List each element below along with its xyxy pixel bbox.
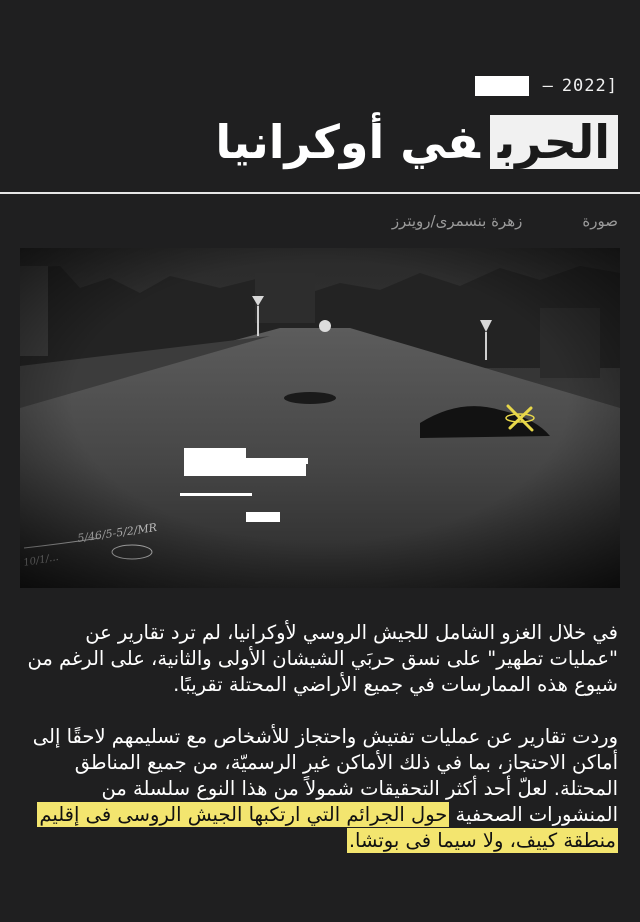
photo-credits <box>22 212 618 230</box>
war-photo <box>20 248 620 588</box>
title-highlight-word: الحرب <box>490 115 618 169</box>
credit-source: زهرة بنسمرى/رويترز <box>391 212 523 230</box>
title-rest: في أوكرانيا <box>215 115 480 169</box>
credit-label: صورة <box>582 212 618 230</box>
year-dash: – <box>542 76 554 96</box>
paragraph-2-text: وردت تقارير عن عمليات تفتيش واحتجاز للأشخاص مع تسليمهم لاحقًا إلى أماكن الاحتجاز، بما في ذلك الأماكن غير الرسميّة، من جميع المناطق المحتلة. لعلّ أحد أكثر التحقيقات شمولاً من هذا النوع سلسلة من المنشورات الصحفية <box>32 725 618 826</box>
page-title <box>215 112 618 172</box>
paragraph-2 <box>22 724 618 854</box>
year-line <box>475 76 618 96</box>
redaction-bar <box>475 76 529 96</box>
header-divider <box>0 192 640 194</box>
article-header <box>22 72 618 182</box>
year-label: 2022] <box>561 76 618 96</box>
photo-illustration <box>20 248 620 588</box>
photo-vignette <box>20 248 620 588</box>
article-body <box>22 620 618 854</box>
paragraph-2-highlight: حول الجرائم التي ارتكبها الجيش الروسى فى إقليم منطقة كييف، ولا سيما فى بوتشا. <box>39 803 616 852</box>
paragraph-1: في خلال الغزو الشامل للجيش الروسي لأوكرانيا، لم ترد تقارير عن "عمليات تطهير" على نسق حربَي الشيشان الأولى والثانية، على الرغم من شيوع هذه الممارسات في جميع الأراضي المحتلة تقريبًا. <box>27 621 618 696</box>
